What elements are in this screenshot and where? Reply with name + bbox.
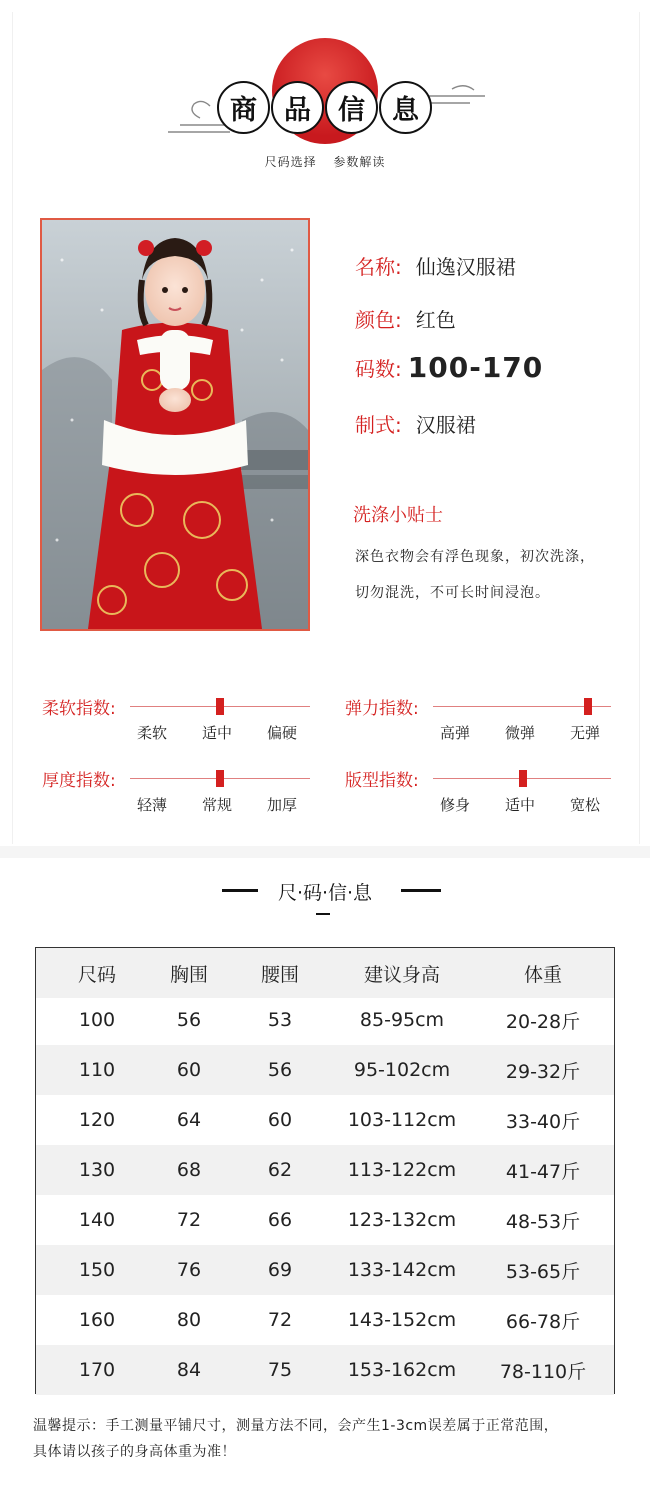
index-label: 弹力指数:	[345, 699, 419, 719]
name-label: 名称:	[355, 255, 402, 279]
index-option: 高弹	[440, 724, 471, 742]
table-cell: 140	[78, 1209, 116, 1231]
title-char: 商	[217, 81, 270, 134]
table-cell: 66-78斤	[505, 1310, 581, 1333]
table-cell: 66	[267, 1209, 293, 1231]
table-row	[36, 1195, 614, 1245]
table-cell: 150	[78, 1259, 116, 1281]
color-label: 颜色:	[355, 308, 402, 332]
index-option: 微弹	[505, 724, 536, 742]
size-table	[35, 947, 615, 1394]
product-size-range	[355, 351, 543, 384]
table-cell: 53-65斤	[505, 1260, 581, 1283]
index-marker	[519, 770, 527, 787]
index-label: 柔软指数:	[42, 699, 116, 719]
index-marker	[216, 698, 224, 715]
index-label: 版型指数:	[345, 771, 419, 791]
table-row	[36, 1145, 614, 1195]
table-cell: 80	[176, 1309, 202, 1331]
table-cell: 130	[78, 1159, 116, 1181]
size-section-title: 尺·码·信·息	[277, 882, 373, 904]
table-cell: 29-32斤	[505, 1060, 581, 1083]
product-style	[355, 409, 476, 438]
table-cell: 建议身高	[363, 963, 440, 986]
title-char: 息	[379, 81, 432, 134]
table-cell: 60	[267, 1109, 293, 1131]
note-line: 温馨提示：手工测量平铺尺寸，测量方法不同，会产生1-3cm误差属于正常范围，	[33, 1418, 559, 1434]
table-cell: 133-142cm	[347, 1259, 457, 1281]
table-cell: 体重	[523, 963, 562, 986]
table-cell: 72	[267, 1309, 293, 1331]
table-cell: 120	[78, 1109, 116, 1131]
subtitle-left: 尺码选择	[264, 155, 317, 169]
section-subtitle	[0, 153, 650, 170]
table-cell: 95-102cm	[353, 1059, 451, 1081]
index-option: 无弹	[570, 724, 601, 742]
table-cell: 160	[78, 1309, 116, 1331]
wash-tips-line: 切勿混洗，不可长时间浸泡。	[355, 585, 550, 601]
size-value: 100-170	[407, 351, 544, 384]
table-cell: 64	[176, 1109, 202, 1131]
table-cell: 68	[176, 1159, 202, 1181]
table-cell: 56	[176, 1009, 202, 1031]
index-marker	[216, 770, 224, 787]
table-cell: 69	[267, 1259, 293, 1281]
index-option: 加厚	[267, 796, 298, 814]
section-title	[217, 81, 432, 134]
section-divider	[0, 846, 650, 858]
index-option: 柔软	[137, 724, 168, 742]
table-cell: 62	[267, 1159, 293, 1181]
table-cell: 75	[267, 1359, 293, 1381]
table-cell: 78-110斤	[499, 1360, 587, 1383]
note-line: 具体请以孩子的身高体重为准！	[33, 1444, 236, 1460]
index-label: 厚度指数:	[42, 771, 116, 791]
index-option: 宽松	[570, 796, 601, 814]
table-cell: 110	[78, 1059, 116, 1081]
size-label: 码数:	[355, 357, 402, 381]
table-cell: 85-95cm	[359, 1009, 445, 1031]
table-header-row	[36, 948, 614, 998]
table-cell: 56	[267, 1059, 293, 1081]
table-row	[36, 1095, 614, 1145]
wash-tips-title: 洗涤小贴士	[353, 505, 443, 526]
style-value: 汉服裙	[415, 413, 476, 437]
table-cell: 84	[176, 1359, 202, 1381]
table-row	[36, 995, 614, 1045]
table-row	[36, 1345, 614, 1395]
table-cell: 76	[176, 1259, 202, 1281]
table-cell: 20-28斤	[505, 1010, 581, 1033]
table-cell: 53	[267, 1009, 293, 1031]
style-label: 制式:	[355, 413, 402, 437]
table-row	[36, 1045, 614, 1095]
table-cell: 143-152cm	[347, 1309, 457, 1331]
index-option: 偏硬	[267, 724, 298, 742]
color-value: 红色	[415, 308, 456, 332]
index-option: 修身	[440, 796, 471, 814]
product-name	[355, 251, 516, 280]
subtitle-right: 参数解读	[333, 155, 386, 169]
table-cell: 41-47斤	[505, 1160, 581, 1183]
table-cell: 123-132cm	[347, 1209, 457, 1231]
table-cell: 60	[176, 1059, 202, 1081]
cloud-lines-decoration	[0, 0, 650, 160]
wash-tips-line: 深色衣物会有浮色现象，初次洗涤，	[355, 549, 595, 565]
table-cell: 腰围	[260, 963, 299, 986]
table-cell: 尺码	[77, 963, 116, 986]
table-cell: 113-122cm	[347, 1159, 457, 1181]
product-photo	[40, 218, 310, 631]
table-cell: 153-162cm	[347, 1359, 457, 1381]
title-underline	[316, 913, 330, 915]
table-cell: 72	[176, 1209, 202, 1231]
index-option: 适中	[202, 724, 233, 742]
index-option: 轻薄	[137, 796, 168, 814]
table-cell: 48-53斤	[505, 1210, 581, 1233]
index-marker	[584, 698, 592, 715]
product-color	[355, 304, 456, 333]
title-char: 信	[325, 81, 378, 134]
table-row	[36, 1295, 614, 1345]
table-row	[36, 1245, 614, 1295]
table-cell: 胸围	[169, 963, 208, 986]
index-option: 常规	[202, 796, 233, 814]
table-cell: 170	[78, 1359, 116, 1381]
table-cell: 33-40斤	[505, 1110, 581, 1133]
index-option: 适中	[505, 796, 536, 814]
name-value: 仙逸汉服裙	[415, 255, 516, 279]
title-char: 品	[271, 81, 324, 134]
table-cell: 103-112cm	[347, 1109, 457, 1131]
table-cell: 100	[78, 1009, 116, 1031]
